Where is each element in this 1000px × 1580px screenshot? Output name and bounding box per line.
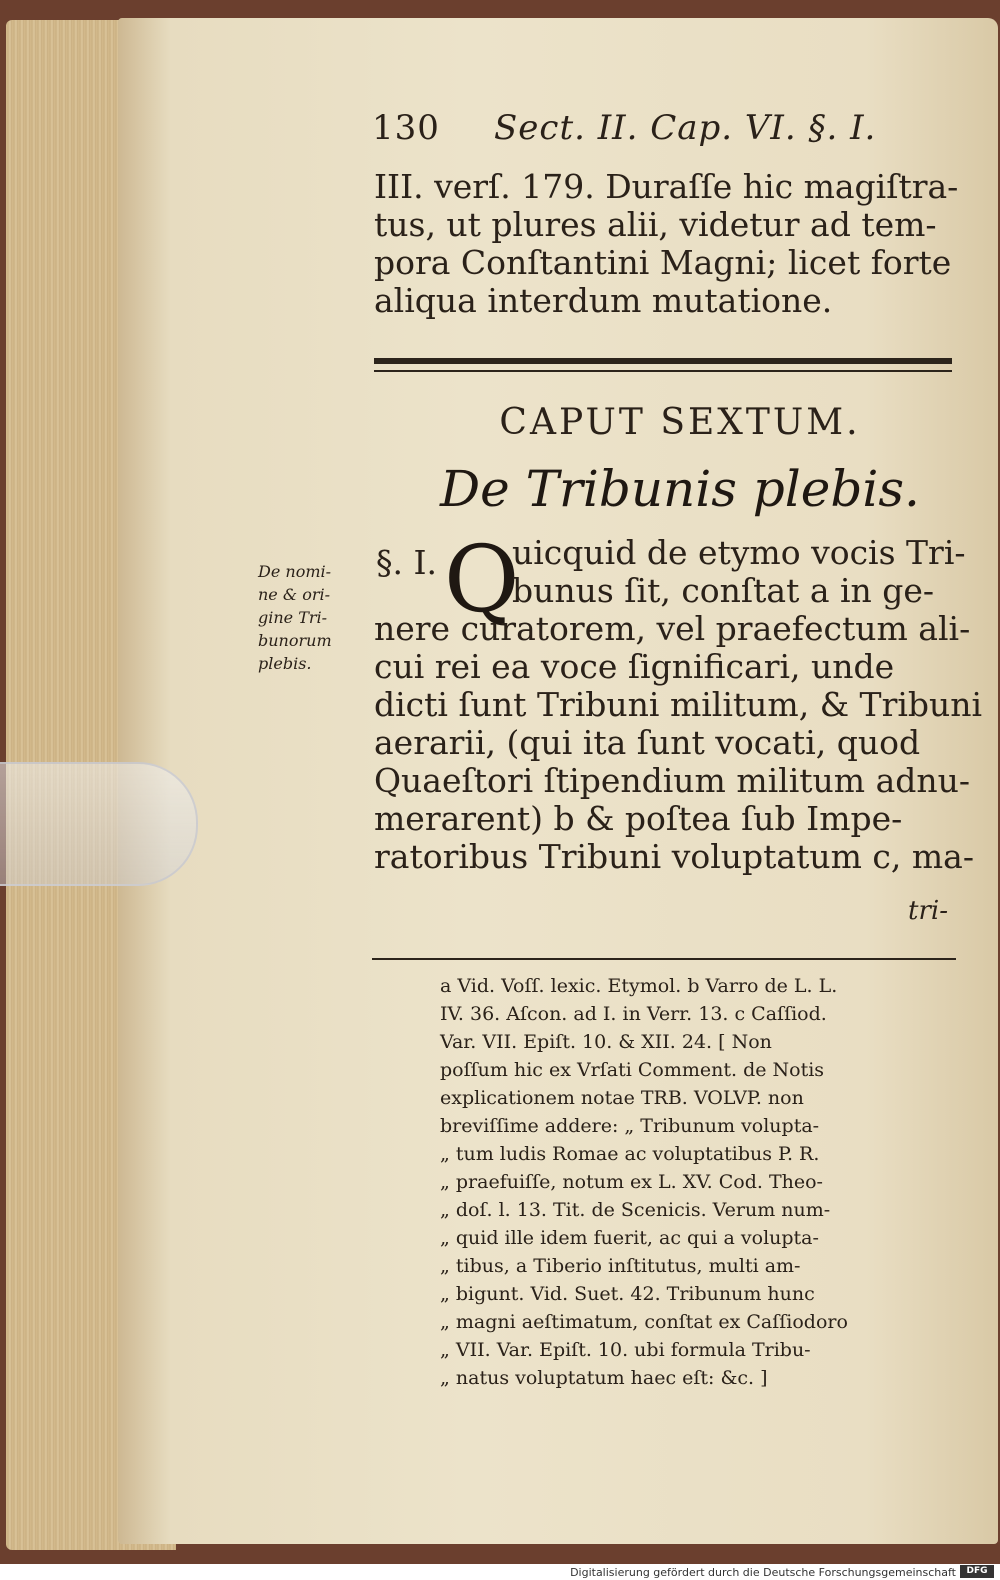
text-line: nere curatorem, vel praefectum ali-: [374, 609, 971, 648]
text-line: aliqua interdum mutatione.: [374, 281, 833, 320]
footnote-line: „ doſ. l. 13. Tit. de Scenicis. Verum num-: [440, 1199, 831, 1221]
text-line: dicti ſunt Tribuni militum, & Tribuni: [374, 685, 983, 724]
footnote-line: „ tibus, a Tiberio inſtitutus, multi am-: [440, 1255, 801, 1277]
footnote-rule: [372, 958, 956, 960]
drop-cap: Q: [444, 526, 520, 633]
footnote-line: „ bigunt. Vid. Suet. 42. Tribunum hunc: [440, 1283, 815, 1305]
footnote-line: IV. 36. Aſcon. ad I. in Verr. 13. c Caſſiod.: [440, 1003, 827, 1025]
text-line: uicquid de etymo vocis Tri-: [512, 533, 966, 572]
margin-note-line: bunorum: [258, 631, 332, 650]
section-reference: Sect. II. Cap. VI. §. I.: [494, 108, 877, 148]
chapter-divider-thick: [374, 358, 952, 364]
text-line: bunus ſit, conſtat a in ge-: [512, 571, 935, 610]
margin-note: [258, 560, 354, 675]
text-line: aerarii, (qui ita ſunt vocati, quod: [374, 723, 921, 762]
text-line: ratoribus Tribuni voluptatum c, ma-: [374, 837, 974, 876]
running-header: [372, 108, 952, 154]
footnote-line: „ natus voluptatum haec eſt: &c. ]: [440, 1367, 768, 1389]
text-line: III. verſ. 179. Duraſſe hic magiſtra-: [374, 167, 959, 206]
footnote-line: „ tum ludis Romae ac voluptatibus P. R.: [440, 1143, 820, 1165]
footnote-line: a Vid. Voſſ. lexic. Etymol. b Varro de L. L.: [440, 975, 838, 997]
section-body: [374, 609, 983, 876]
footnote-line: „ praefuiſſe, notum ex L. XV. Cod. Theo-: [440, 1171, 823, 1193]
dfg-logo: DFG: [960, 1565, 994, 1578]
chapter-title: CAPUT SEXTUM.: [499, 402, 861, 443]
digitization-credit: [0, 1564, 1000, 1580]
footnote-line: „ magni aeſtimatum, conſtat ex Caſſiodoro: [440, 1311, 848, 1333]
footnote-line: „ quid ille idem fuerit, ac qui a volupta-: [440, 1227, 819, 1249]
footnote-line: Var. VII. Epiſt. 10. & XII. 24. [ Non: [440, 1031, 772, 1053]
page-clip: [0, 762, 198, 886]
text-line: Quaeſtori ſtipendium militum adnu-: [374, 761, 971, 800]
footnotes: [440, 972, 960, 1392]
section-lines-indented: [512, 533, 966, 610]
footnote-line: „ VII. Var. Epiſt. 10. ubi formula Tribu-: [440, 1339, 811, 1361]
section-mark: §. I.: [376, 543, 438, 582]
margin-note-line: plebis.: [258, 654, 312, 673]
catchword: tri-: [908, 896, 948, 926]
chapter-subtitle: De Tribunis plebis.: [440, 460, 920, 518]
top-paragraph: [374, 168, 958, 320]
credit-text: Digitalisierung gefördert durch die Deutsche Forschungsgemeinschaft: [570, 1566, 956, 1579]
text-line: tus, ut plures alii, videtur ad tem-: [374, 205, 937, 244]
text-line: pora Conſtantini Magni; licet forte: [374, 243, 952, 282]
chapter-divider-thin: [374, 370, 952, 372]
margin-note-line: De nomi-: [258, 562, 332, 581]
footnote-line: poſſum hic ex Vrſati Comment. de Notis: [440, 1059, 825, 1081]
text-line: merarent) b & poſtea ſub Impe-: [374, 799, 903, 838]
margin-note-line: gine Tri-: [258, 608, 328, 627]
footnote-line: explicationem notae TRB. VOLVP. non: [440, 1087, 804, 1109]
footnote-line: breviſſime addere: „ Tribunum volupta-: [440, 1115, 820, 1137]
page-number: 130: [372, 108, 440, 148]
text-line: cui rei ea voce ſignificari, unde: [374, 647, 895, 686]
margin-note-line: ne & ori-: [258, 585, 330, 604]
